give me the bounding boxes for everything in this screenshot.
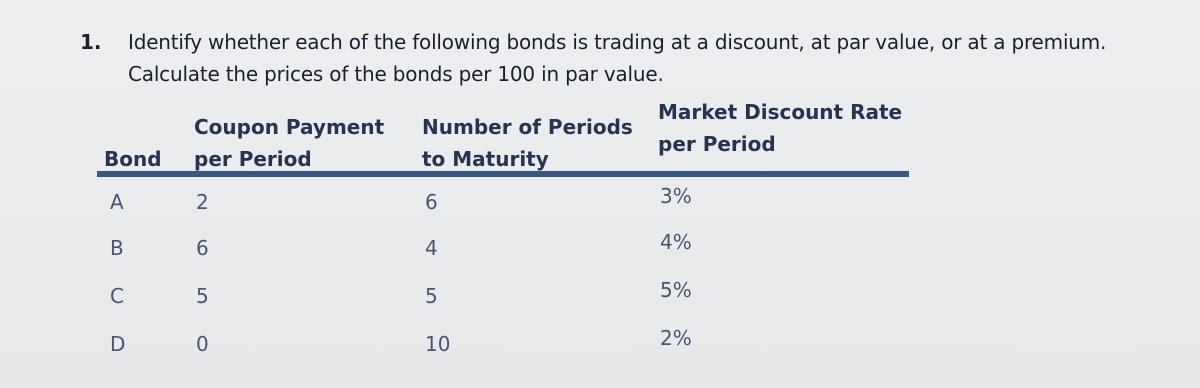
cell-bond: B — [110, 236, 124, 260]
cell-rate: 2% — [660, 326, 692, 350]
question-number: 1. — [80, 30, 102, 54]
header-bond: Bond — [104, 147, 162, 171]
header-coupon-line1: Coupon Payment — [194, 115, 385, 139]
header-coupon-line2: per Period — [194, 147, 312, 171]
cell-bond: D — [110, 332, 126, 356]
header-coupon — [194, 111, 384, 175]
cell-periods: 4 — [425, 236, 438, 260]
header-rate — [658, 96, 902, 160]
cell-periods: 5 — [425, 284, 438, 308]
header-periods-line2: to Maturity — [422, 147, 549, 171]
header-rate-line1: Market Discount Rate — [658, 100, 903, 124]
cell-bond: C — [110, 284, 124, 308]
cell-rate: 5% — [660, 278, 692, 302]
cell-bond: A — [110, 190, 124, 214]
header-divider — [97, 171, 909, 177]
cell-coupon: 2 — [196, 190, 209, 214]
cell-periods: 10 — [425, 332, 451, 356]
cell-coupon: 5 — [196, 284, 209, 308]
header-rate-line2: per Period — [658, 132, 776, 156]
cell-coupon: 6 — [196, 236, 209, 260]
cell-coupon: 0 — [196, 332, 209, 356]
header-periods — [422, 111, 633, 175]
question-text-line1: Identify whether each of the following bonds is trading at a discount, at par value, or at a premium. — [128, 30, 1107, 54]
cell-rate: 3% — [660, 184, 692, 208]
header-periods-line1: Number of Periods — [422, 115, 633, 139]
cell-periods: 6 — [425, 190, 438, 214]
question-text-line2: Calculate the prices of the bonds per 100 in par value. — [128, 62, 664, 86]
cell-rate: 4% — [660, 230, 692, 254]
